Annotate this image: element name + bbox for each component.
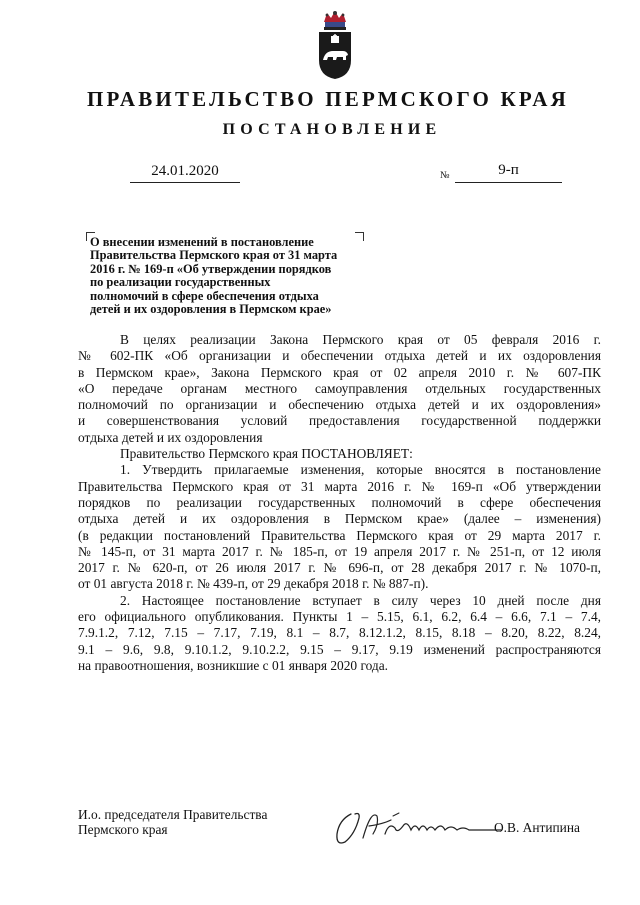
date-field bbox=[130, 160, 240, 183]
signer-position bbox=[78, 808, 267, 837]
item1-line: Правительства Пермского края от 31 марта 2016 г. № 169-п «Об утверждении bbox=[78, 478, 601, 494]
resolves-line: Правительство Пермского края ПОСТАНОВЛЯЕТ: bbox=[120, 446, 413, 462]
item2-line: его официального опубликования. Пункты 1 – 5.15, 6.1, 6.2, 6.4 – 6.6, 7.1 – 7.4, bbox=[78, 609, 601, 625]
item2-line: 2. Настоящее постановление вступает в силу через 10 дней после дня bbox=[120, 592, 601, 608]
number-sign: № bbox=[440, 170, 450, 181]
subject-line: детей и их оздоровления в Пермском крае» bbox=[90, 302, 332, 317]
item1-line: (в редакции постановлений Правительства Пермского края от 29 марта 2017 г. bbox=[78, 527, 601, 543]
perm-krai-coat-of-arms-icon bbox=[313, 10, 357, 80]
item2-line: на правоотношения, возникшие с 01 января 2020 года. bbox=[78, 657, 389, 673]
item1-line: 2017 г. № 620-п, от 26 июля 2017 г. № 696-п, от 28 декабря 2017 г. № 1070-п, bbox=[78, 560, 601, 576]
body-line: «О передаче органам местного самоуправления отдельных государственных bbox=[78, 380, 601, 396]
item2-line: 7.9.1.2, 7.12, 7.15 – 7.17, 7.19, 8.1 – 8.7, 8.12.1.2, 8.15, 8.18 – 8.20, 8.22, 8.24, bbox=[78, 625, 601, 641]
signer-name: О.В. Антипина bbox=[494, 820, 580, 835]
document-date: 24.01.2020 bbox=[151, 163, 219, 179]
body-line: В целях реализации Закона Пермского края от 05 февраля 2016 г. bbox=[120, 332, 601, 347]
signer-position-line: И.о. председателя Правительства bbox=[78, 807, 268, 822]
body-line: в Пермском крае», Закона Пермского края от 02 апреля 2010 г. № 607-ПК bbox=[78, 364, 601, 380]
item1-line: порядков по реализации государственных полномочий в сфере обеспечения bbox=[78, 494, 601, 510]
body-line: № 602-ПК «Об организации и обеспечении отдыха детей и их оздоровления bbox=[78, 348, 601, 364]
number-field bbox=[455, 160, 562, 183]
signer-position-line: Пермского края bbox=[78, 821, 168, 837]
document-body bbox=[78, 332, 601, 674]
document-number: 9-п bbox=[498, 162, 519, 178]
item1-line: 1. Утвердить прилагаемые изменения, которые вносятся в постановление bbox=[120, 462, 601, 478]
organization-title: ПРАВИТЕЛЬСТВО ПЕРМСКОГО КРАЯ bbox=[86, 87, 569, 111]
body-line: отдыха детей и их оздоровления bbox=[78, 429, 263, 445]
subject-line: полномочий в сфере обеспечения отдыха bbox=[90, 288, 319, 303]
subject-line: О внесении изменений в постановление bbox=[90, 235, 314, 249]
item1-line: отдыха детей и их оздоровления в Пермском крае» (далее – изменения) bbox=[78, 511, 601, 527]
subject-line: Правительства Пермского края от 31 марта bbox=[90, 248, 338, 263]
document-subject bbox=[90, 236, 420, 316]
body-line: полномочий по организации и обеспечению отдыха детей и их оздоровления» bbox=[78, 397, 601, 413]
item2-line: 9.1 – 9.6, 9.8, 9.10.1.2, 9.10.2.2, 9.15 – 9.17, 9.19 изменений распространяются bbox=[78, 641, 601, 657]
handwritten-signature-icon bbox=[333, 804, 503, 850]
subject-line: по реализации государственных bbox=[90, 275, 271, 290]
item1-line: № 145-п, от 31 марта 2017 г. № 185-п, от 19 апреля 2017 г. № 251-п, от 12 июля bbox=[78, 543, 601, 559]
subject-line: 2016 г. № 169-п «Об утверждении порядков bbox=[90, 261, 332, 276]
body-line: и совершенствования условий предоставления государственной поддержки bbox=[78, 413, 601, 429]
item1-line: от 01 августа 2018 г. № 439-п, от 29 декабря 2018 г. № 887-п). bbox=[78, 576, 429, 592]
document-type: ПОСТАНОВЛЕНИЕ bbox=[222, 121, 442, 138]
